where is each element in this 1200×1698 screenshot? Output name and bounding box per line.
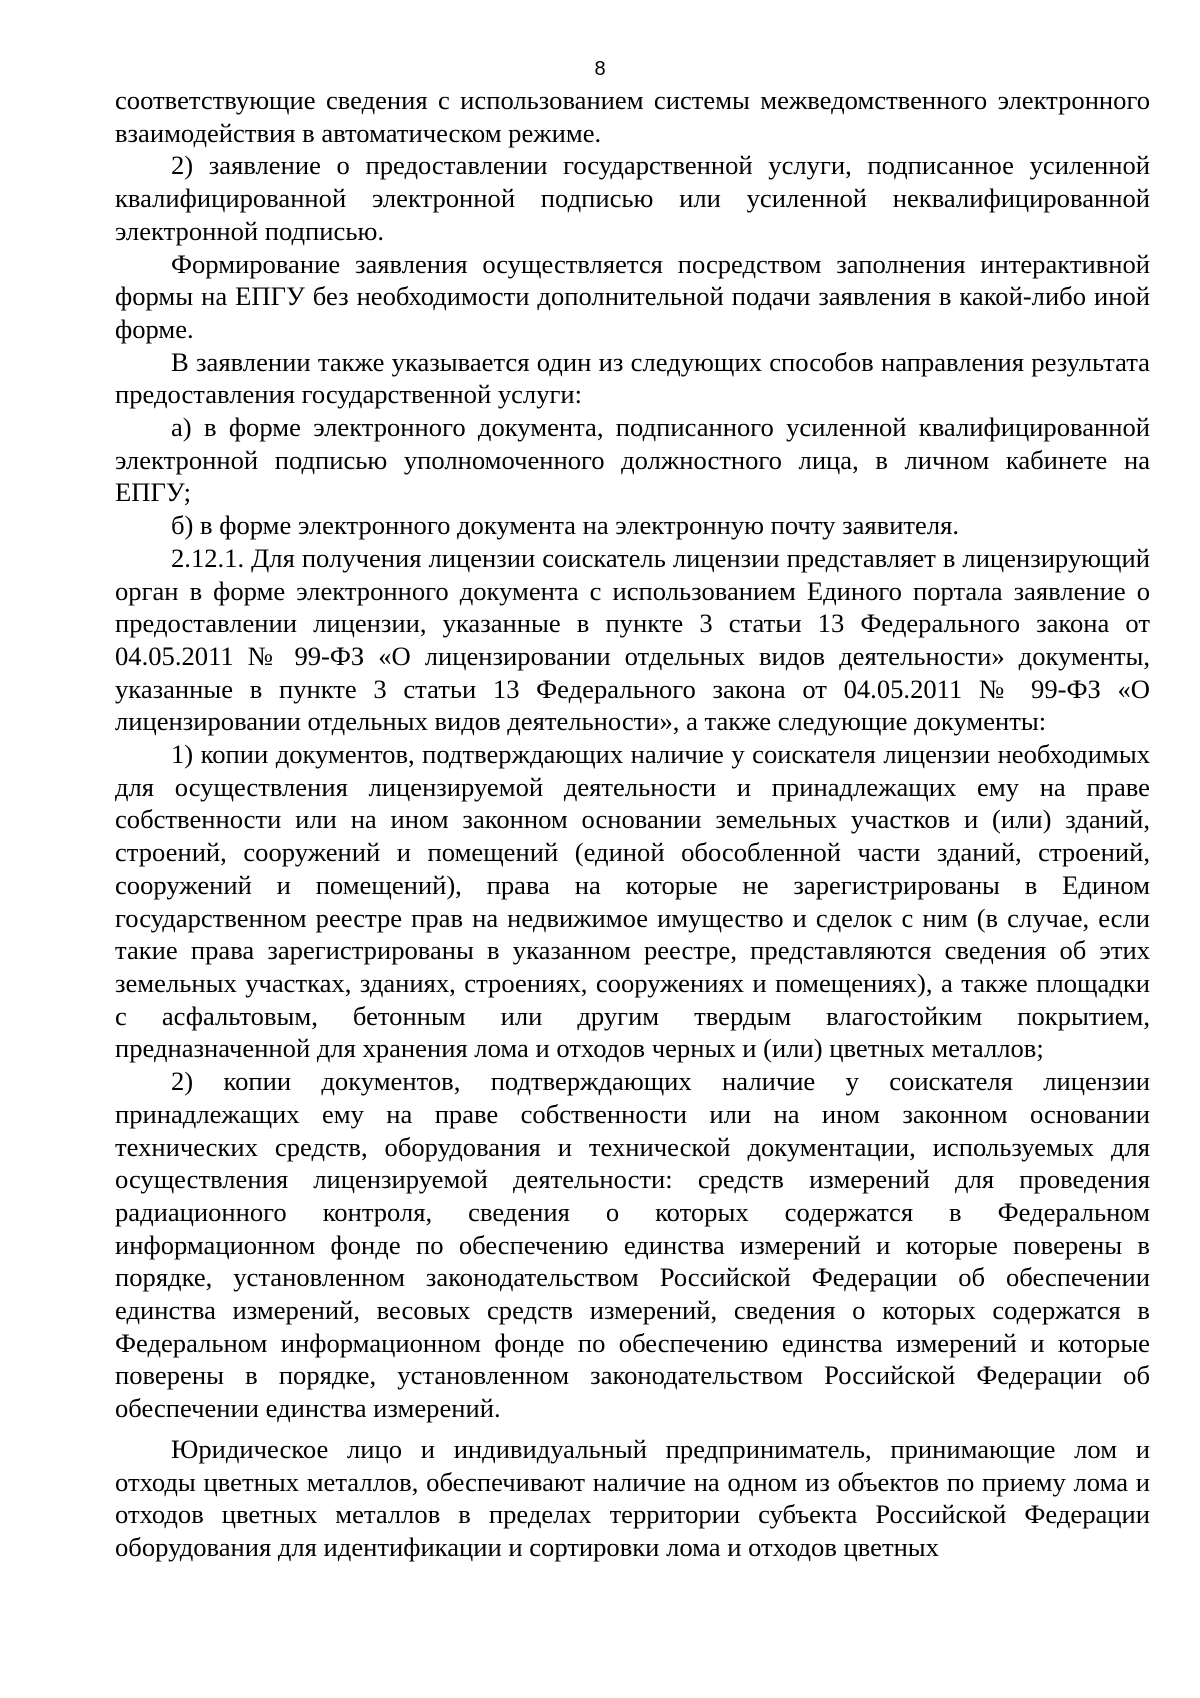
paragraph-item-2-statement: 2) заявление о предоставлении государственной услуги, подписанное усиленной квалифицированной электронной подписью или усиленной неквалифицированной электронной подписью. bbox=[115, 150, 1150, 246]
paragraph-continuation: соответствующие сведения с использованием системы межведомственного электронного взаимодействия в автоматическом режиме. bbox=[115, 85, 1150, 148]
paragraph-method-a: а) в форме электронного документа, подписанного усиленной квалифицированной электронной подписью уполномоченного должностного лица, в личном кабинете на ЕПГУ; bbox=[115, 412, 1150, 508]
paragraph-result-methods: В заявлении также указывается один из следующих способов направления результата предоставления государственной услуги: bbox=[115, 346, 1150, 410]
page-number: 8 bbox=[594, 58, 606, 80]
document-body bbox=[115, 84, 1150, 1564]
paragraph-2-12-1: 2.12.1. Для получения лицензии соискатель лицензии представляет в лицензирующий орган в форме электронного документа с использованием Единого портала заявление о предоставлении лицензии, указанные в пункте 3 статьи 13 Федерального закона от 04.05.2011 № 99-ФЗ «О лицензировании отдельных видов деятельности» документы, указанные в пункте 3 статьи 13 Федерального закона от 04.05.2011 № 99-ФЗ «О лицензировании отдельных видов деятельности», а также следующие документы: bbox=[115, 542, 1150, 737]
paragraph-form-submission: Формирование заявления осуществляется посредством заполнения интерактивной формы на ЕПГУ без необходимости дополнительной подачи заявления в какой-либо иной форме. bbox=[115, 248, 1150, 344]
paragraph-method-b: б) в форме электронного документа на электронную почту заявителя. bbox=[171, 510, 960, 541]
paragraph-document-item-1: 1) копии документов, подтверждающих наличие у соискателя лицензии необходимых для осуществления лицензируемой деятельности и принадлежащих ему на праве собственности или на ином законном основании земельных участков и (или) зданий, строений, сооружений и помещений (единой обособленной части зданий, строений, сооружений и помещений), права на которые не зарегистрированы в Едином государственном реестре прав на недвижимое имущество и сделок с ним (в случае, если такие права зарегистрированы в указанном реестре, представляются сведения об этих земельных участках, зданиях, строениях, сооружениях и помещениях), а также площадки с асфальтовым, бетонным или другим твердым влагостойким покрытием, предназначенной для хранения лома и отходов черных и (или) цветных металлов; bbox=[115, 739, 1150, 1064]
paragraph-legal-entity: Юридическое лицо и индивидуальный предприниматель, принимающие лом и отходы цветных металлов, обеспечивают наличие на одном из объектов по приему лома и отходов цветных металлов в пределах территории субъекта Российской Федерации оборудования для идентификации и сортировки лома и отходов цветных bbox=[115, 1433, 1150, 1562]
paragraph-document-item-2: 2) копии документов, подтверждающих наличие у соискателя лицензии принадлежащих ему на праве собственности или на ином законном основании технических средств, оборудования и технической документации, используемых для осуществления лицензируемой деятельности: средств измерений для проведения радиационного контроля, сведения о которых содержатся в Федеральном информационном фонде по обеспечению единства измерений и которые поверены в порядке, установленном законодательством Российской Федерации об обеспечении единства измерений, весовых средств измерений, сведения о которых содержатся в Федеральном информационном фонде по обеспечению единства измерений и которые поверены в порядке, установленном законодательством Российской Федерации об обеспечении единства измерений. bbox=[115, 1066, 1150, 1424]
